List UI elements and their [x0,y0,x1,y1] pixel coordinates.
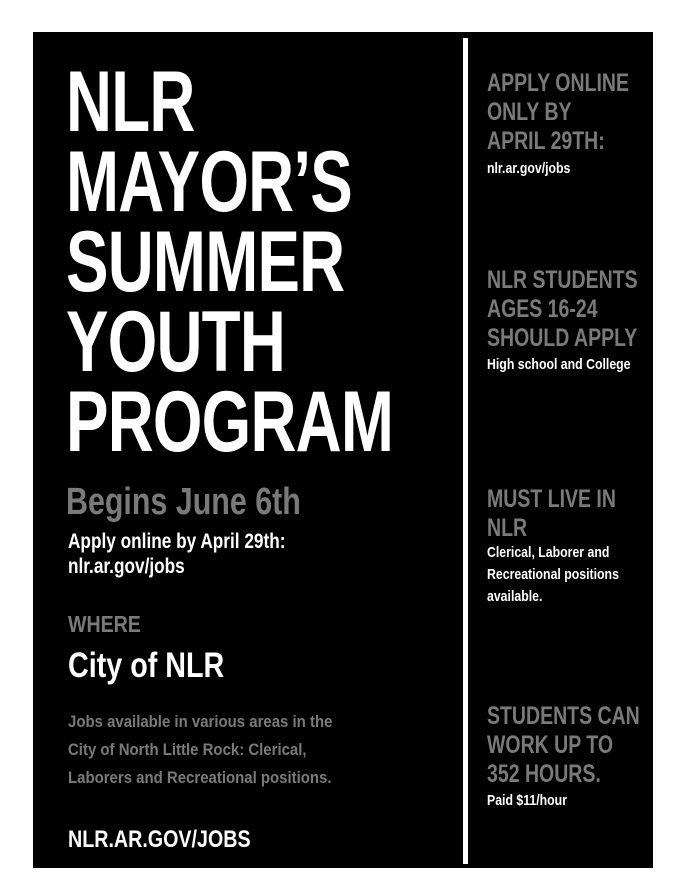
sidebar-residency-head-1: MUST LIVE IN [487,485,616,513]
sidebar-hours-head-3: 352 HOURS. [487,760,601,788]
title-line-4: YOUTH [66,294,286,390]
sidebar-apply-head-3: APRIL 29TH: [487,127,605,155]
start-date: Begins June 6th [66,481,301,523]
sidebar-residency-sub-2: Recreational positions [487,566,619,583]
sidebar-apply-head-1: APPLY ONLINE [487,69,629,97]
sidebar-students-head-3: SHOULD APPLY [487,324,638,352]
apply-deadline: Apply online by April 29th: [68,530,286,553]
where-label: WHERE [68,611,141,637]
description-line-2: City of North Little Rock: Clerical, [68,740,307,759]
sidebar-hours-head-2: WORK UP TO [487,731,614,759]
sidebar-residency-sub-3: available. [487,588,543,605]
sidebar-residency-head-2: NLR [487,514,528,542]
sidebar-apply-url: nlr.ar.gov/jobs [487,160,571,177]
sidebar-students-head-1: NLR STUDENTS [487,266,638,294]
title-line-5: PROGRAM [66,374,394,470]
sidebar-apply-head-2: ONLY BY [487,98,572,126]
sidebar-students-sub: High school and College [487,356,631,373]
sidebar-hours-pay: Paid $11/hour [487,792,567,809]
apply-url: nlr.ar.gov/jobs [68,555,185,578]
title-line-3: SUMMER [66,214,345,310]
sidebar-hours-head-1: STUDENTS CAN [487,702,640,730]
sidebar-residency-sub-1: Clerical, Laborer and [487,544,610,561]
description-line-1: Jobs available in various areas in the [68,712,333,731]
program-title [66,54,508,470]
title-line-1: NLR [66,54,195,150]
description-line-3: Laborers and Recreational positions. [68,768,332,787]
sidebar-students-head-2: AGES 16-24 [487,295,598,323]
footer-url: NLR.AR.GOV/JOBS [68,826,251,853]
title-line-2: MAYOR’S [66,134,352,230]
where-value: City of NLR [68,646,225,685]
